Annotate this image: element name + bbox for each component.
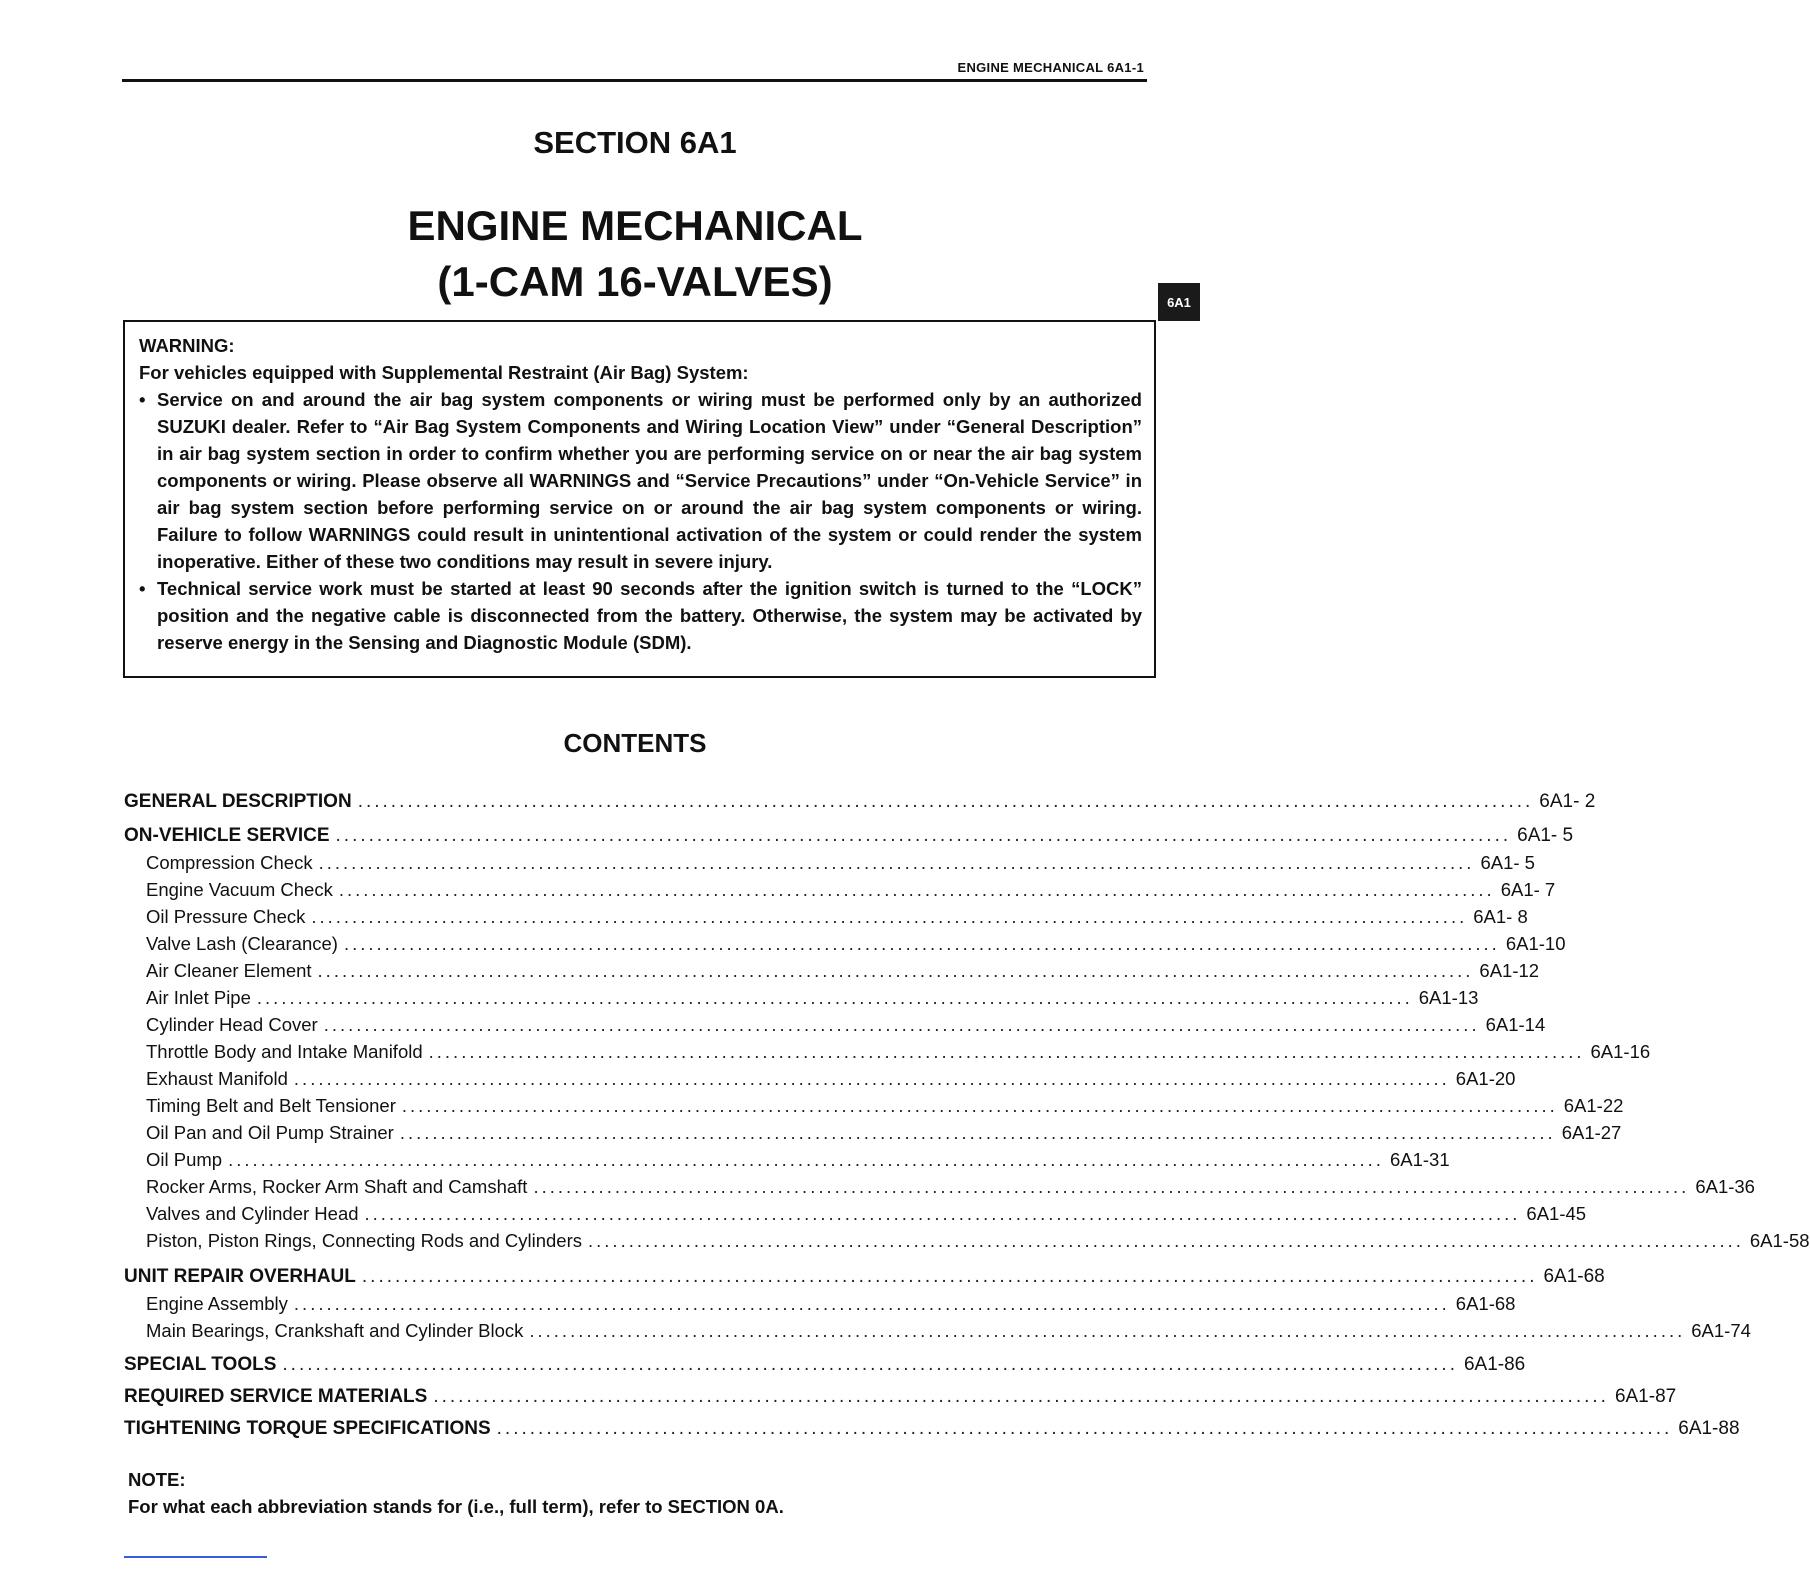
dot-leader: .............................................................................................................................................. [364,1203,1521,1224]
toc-entry[interactable] [124,960,1540,984]
toc-page: 6A1- 5 [1480,852,1535,873]
dot-leader: .............................................................................................................................................. [293,1293,1450,1314]
toc-page: 6A1-16 [1590,1041,1651,1062]
dot-leader: .............................................................................................................................................. [335,825,1512,846]
toc-entry[interactable] [124,1320,1751,1344]
section-title: SECTION 6A1 [533,125,737,160]
warning-intro: For vehicles equipped with Supplemental Restraint (Air Bag) System: [139,362,749,383]
toc-page: 6A1-36 [1695,1176,1755,1197]
toc-label: REQUIRED SERVICE MATERIALS [124,1386,428,1407]
toc-label: Main Bearings, Crankshaft and Cylinder Block [146,1320,524,1341]
dot-leader: .............................................................................................................................................. [361,1266,1538,1287]
toc-label: ON-VEHICLE SERVICE [124,825,330,846]
warning-list [139,386,1142,656]
toc-page: 6A1-12 [1479,960,1540,981]
toc-entry[interactable] [124,1014,1546,1038]
toc-label: Oil Pump [146,1149,223,1170]
dot-leader: .............................................................................................................................................. [282,1354,1458,1375]
toc-entry[interactable] [124,1176,1755,1200]
toc-entry[interactable] [124,852,1535,876]
toc-entry[interactable] [124,1230,1810,1254]
header-rule [122,79,1147,82]
toc-entry[interactable] [124,1122,1622,1146]
dot-leader: .............................................................................................................................................. [256,987,1413,1008]
toc-entry[interactable] [124,933,1566,957]
toc-label: Rocker Arms, Rocker Arm Shaft and Camshaft [146,1176,528,1197]
toc-label: Compression Check [146,852,313,873]
toc-label: Valves and Cylinder Head [146,1203,359,1224]
dot-leader: .............................................................................................................................................. [343,933,1500,954]
toc-page: 6A1-31 [1389,1149,1450,1170]
toc-entry[interactable] [124,1149,1450,1173]
toc-label: Valve Lash (Clearance) [146,933,338,954]
contents-title: CONTENTS [563,728,707,758]
note-heading: NOTE: [128,1469,186,1490]
title-line-1: ENGINE MECHANICAL [407,202,863,249]
toc-entry[interactable] [124,1068,1516,1092]
toc-label: Throttle Body and Intake Manifold [146,1041,423,1062]
dot-leader: .............................................................................................................................................. [228,1149,1384,1170]
toc-label: UNIT REPAIR OVERHAUL [124,1266,356,1287]
note [128,1466,784,1520]
toc-page: 6A1-68 [1543,1266,1605,1287]
toc-page: 6A1-10 [1505,933,1566,954]
dot-leader: .............................................................................................................................................. [401,1095,1558,1116]
dot-leader: .............................................................................................................................................. [357,791,1534,812]
toc-page: 6A1-14 [1485,1014,1546,1035]
toc-page: 6A1-27 [1561,1122,1622,1143]
section-tab: 6A1 [1158,283,1200,321]
toc-entry[interactable] [124,906,1528,930]
dot-leader: .............................................................................................................................................. [338,879,1495,900]
toc-entry-unit-repair-overhaul[interactable] [124,1266,1605,1290]
dot-leader: .............................................................................................................................................. [533,1176,1690,1197]
toc-entry[interactable] [124,1203,1587,1227]
warning-bullet: • Technical service work must be started at least 90 seconds after the ignition switch is turned to the “LOCK” position and the negative cable is disconnected from the battery. Otherwise, the system may be activated by reserve energy in the Sensing and Diagnostic Module (SDM). [139,575,1142,656]
running-head: ENGINE MECHANICAL 6A1-1 [957,60,1144,75]
toc-page: 6A1- 5 [1517,825,1574,846]
toc-page: 6A1-13 [1418,987,1479,1008]
toc-page: 6A1- 2 [1539,791,1596,812]
toc-page: 6A1-20 [1455,1068,1516,1089]
toc-page: 6A1- 8 [1473,906,1528,927]
toc-page: 6A1-45 [1526,1203,1587,1224]
toc-entry[interactable] [124,1041,1651,1065]
toc-label: Engine Assembly [146,1293,288,1314]
toc-entry-general-description[interactable] [124,791,1596,815]
warning-bullet: • Service on and around the air bag system components or wiring must be performed only by an authorized SUZUKI dealer. Refer to “Air Bag System Components and Wiring Location View” under “General Description” in air bag system section in order to confirm whether you are performing service on or near the air bag system components or wiring. Please observe all WARNINGS and “Service Precautions” under “On-Vehicle Service” in air bag system section before performing service on or around the air bag system components or wiring. Failure to follow WARNINGS could result in unintentional activation of the system or could render the system inoperative. Either of these two conditions may result in severe injury. [139,386,1142,575]
toc-page: 6A1-22 [1563,1095,1624,1116]
dot-leader: .............................................................................................................................................. [311,906,1468,927]
toc-page: 6A1- 7 [1500,879,1556,900]
dot-leader: .............................................................................................................................................. [433,1386,1609,1407]
toc-entry-on-vehicle-service[interactable] [124,825,1574,849]
page-title [0,198,1270,310]
toc-entry[interactable] [124,879,1556,903]
dot-leader: .............................................................................................................................................. [399,1122,1556,1143]
toc-label: Timing Belt and Belt Tensioner [146,1095,396,1116]
dot-leader: .............................................................................................................................................. [317,960,1474,981]
toc-label: Cylinder Head Cover [146,1014,318,1035]
dot-leader: .............................................................................................................................................. [529,1320,1686,1341]
toc-label: Oil Pressure Check [146,906,306,927]
toc-page: 6A1-88 [1678,1418,1740,1439]
note-text: For what each abbreviation stands for (i.e., full term), refer to SECTION 0A. [128,1496,784,1517]
toc-entry-tightening-torque-specifications[interactable] [124,1418,1740,1442]
dot-leader: .............................................................................................................................................. [428,1041,1585,1062]
toc-label: Exhaust Manifold [146,1068,288,1089]
toc-entry[interactable] [124,1293,1516,1317]
toc-page: 6A1-74 [1691,1320,1751,1341]
toc-label: Piston, Piston Rings, Connecting Rods and Cylinders [146,1230,583,1251]
toc-label: SPECIAL TOOLS [124,1354,277,1375]
toc-entry-required-service-materials[interactable] [124,1386,1677,1410]
toc-page: 6A1-87 [1614,1386,1677,1407]
toc-label: GENERAL DESCRIPTION [124,791,352,812]
toc-entry[interactable] [124,987,1479,1011]
toc-label: Engine Vacuum Check [146,879,333,900]
dot-leader: .............................................................................................................................................. [323,1014,1480,1035]
toc-page: 6A1-58 [1749,1230,1810,1251]
toc-label: TIGHTENING TORQUE SPECIFICATIONS [124,1418,491,1439]
title-line-2: (1-CAM 16-VALVES) [437,258,833,305]
footer-rule [124,1556,267,1558]
toc-label: Air Cleaner Element [146,960,312,981]
warning-box [123,320,1156,678]
dot-leader: .............................................................................................................................................. [318,852,1475,873]
dot-leader: .............................................................................................................................................. [588,1230,1744,1251]
toc-page: 6A1-86 [1463,1354,1526,1375]
toc-entry-special-tools[interactable] [124,1354,1526,1378]
warning-heading: WARNING: [139,335,235,356]
toc-label: Air Inlet Pipe [146,987,251,1008]
dot-leader: .............................................................................................................................................. [293,1068,1450,1089]
toc-entry[interactable] [124,1095,1624,1119]
dot-leader: .............................................................................................................................................. [496,1418,1673,1439]
toc-label: Oil Pan and Oil Pump Strainer [146,1122,394,1143]
toc-page: 6A1-68 [1455,1293,1516,1314]
